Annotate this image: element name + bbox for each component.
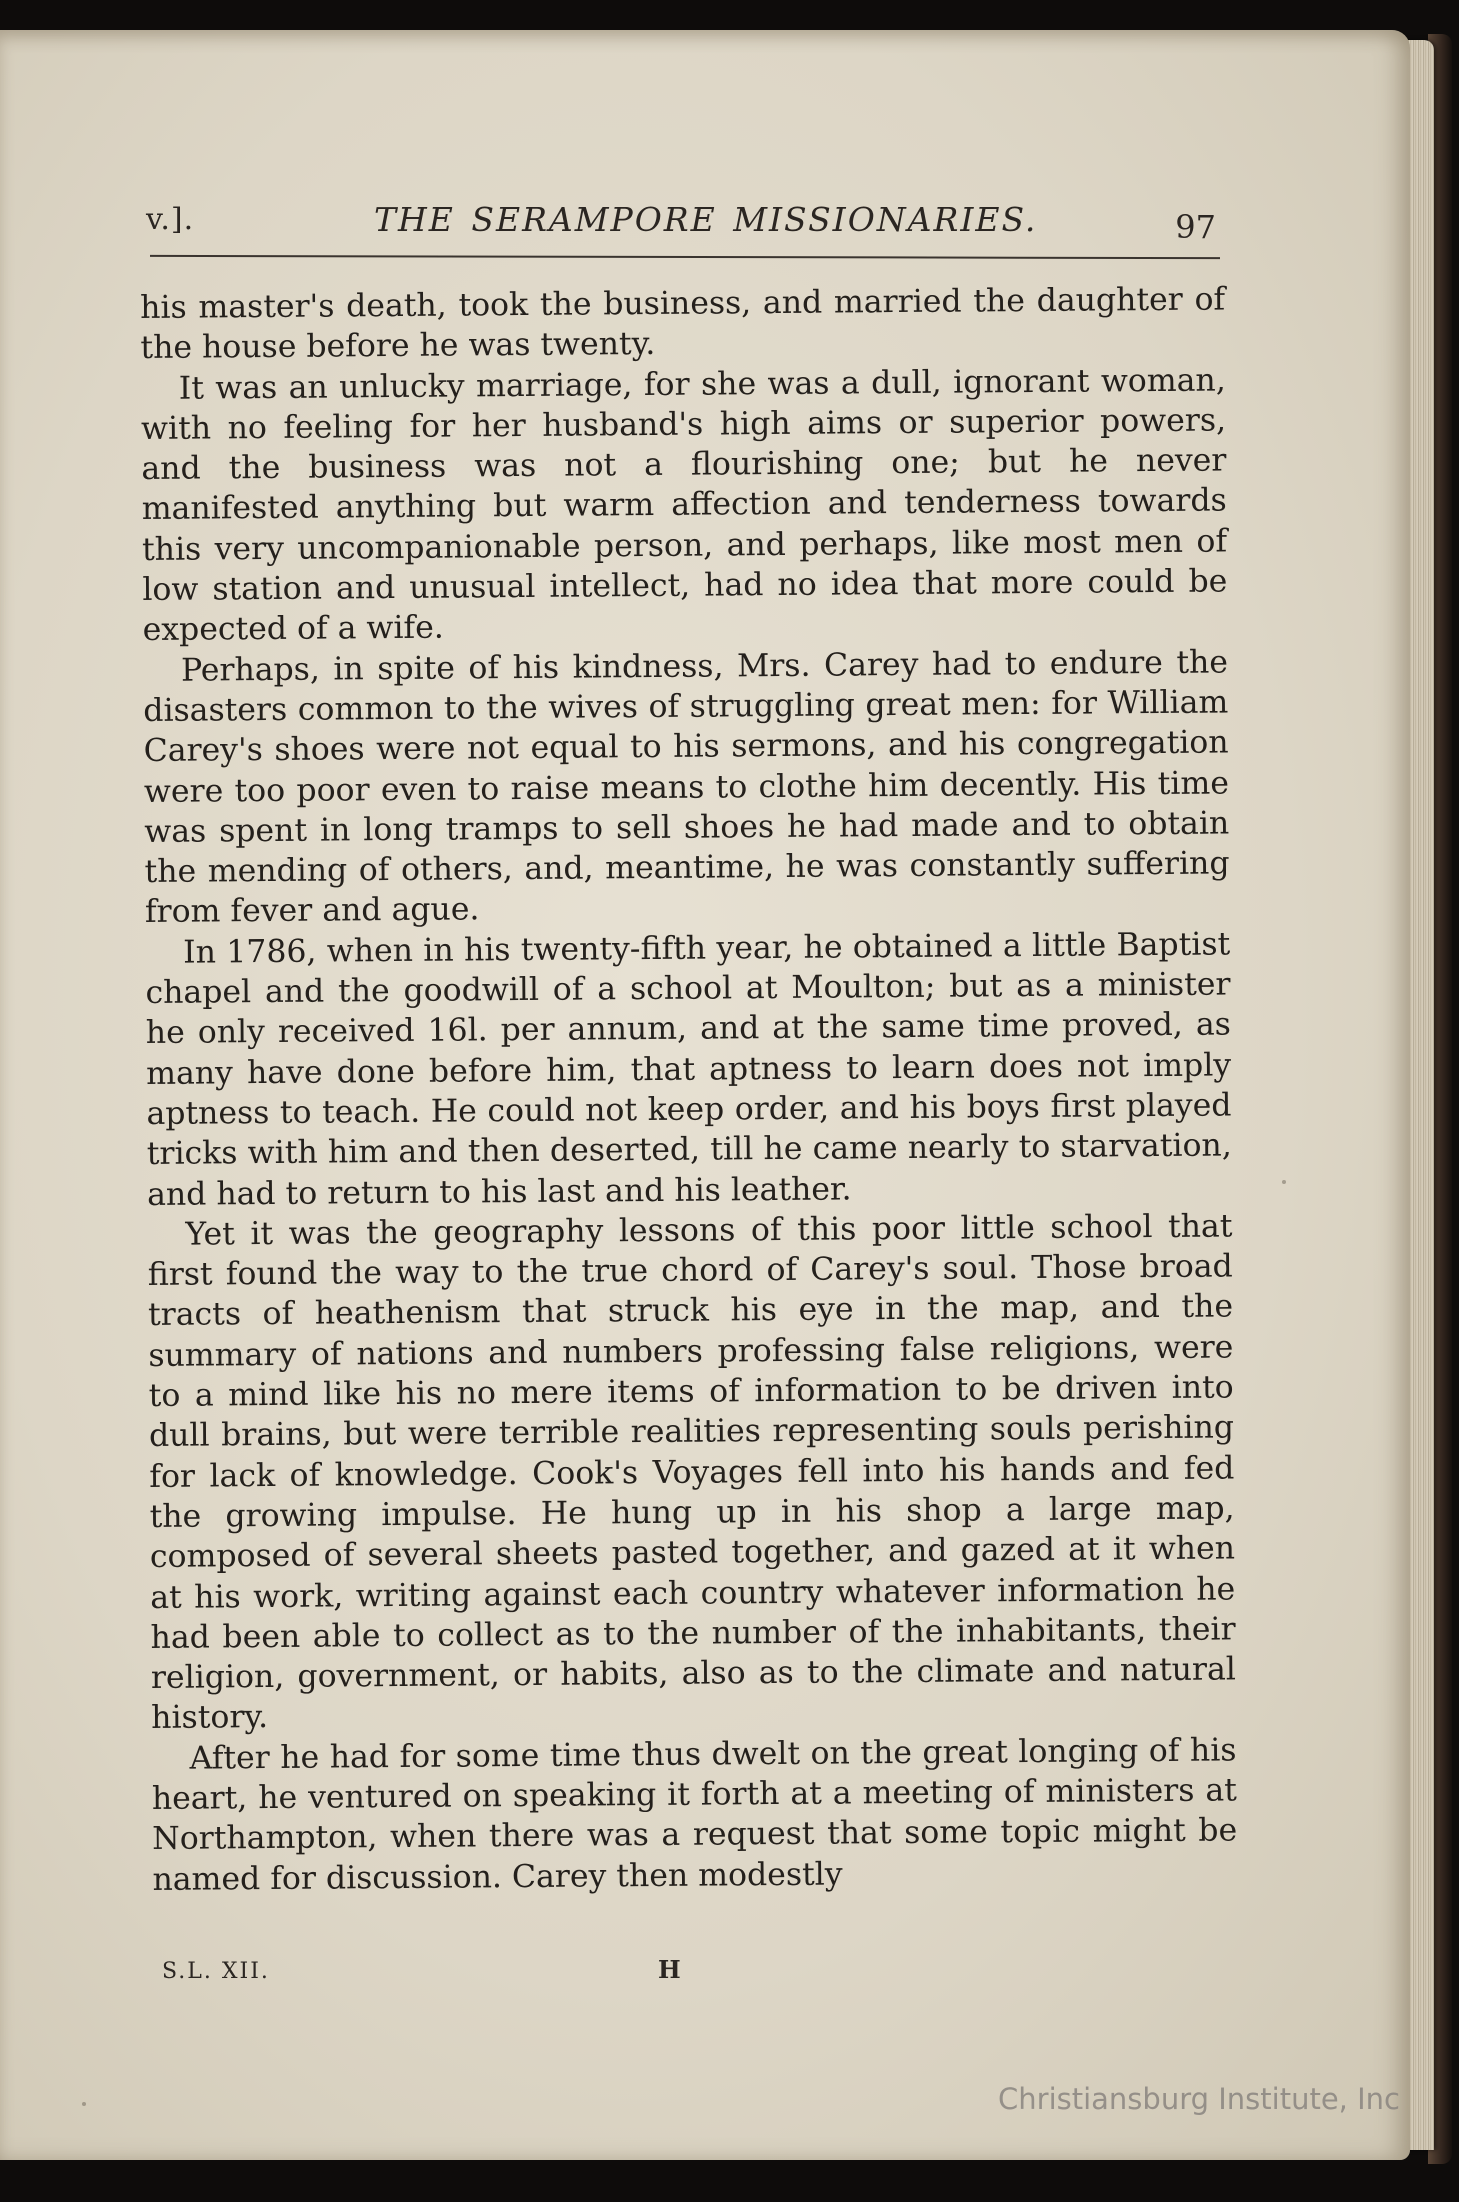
paper-speck bbox=[1282, 1180, 1286, 1184]
paragraph: It was an unlucky marriage, for she was a dull, ignorant woman, with no feeling for her husband's high aims or superior powers, and the business was not a flourishing one; but he never manifested anything but warm affection and tenderness towards this very uncompanionable person, and perhaps, like most men of low station and unusual intellect, had no idea that more could be expected of a wife. bbox=[140, 362, 1228, 649]
sheet-letter: H bbox=[658, 1955, 681, 1984]
page-number: 97 bbox=[1175, 208, 1216, 246]
paragraph: After he had for some time thus dwelt on the great longing of his heart, he ventured on speaking it forth at a meeting of ministers at Northampton, when there was a request that some topic might be named for discussion. Carey then modestly bbox=[151, 1732, 1238, 1898]
signature-mark: S.L. XII. bbox=[162, 1959, 270, 1984]
page-footer bbox=[160, 1955, 720, 1995]
running-title: THE SERAMPORE MISSIONARIES. bbox=[374, 200, 1038, 239]
paragraph: In 1786, when in his twenty-fifth year, he obtained a little Baptist chapel and the goodwill of a school at Moulton; but as a minister he only received 16l. per annum, and at the same time proved, as many have done before him, that aptness to learn does not imply aptness to teach. He could not keep order, and his boys first played tricks with him and then deserted, till he came nearly to starvation, and had to return to his last and his leather. bbox=[145, 926, 1232, 1213]
paragraph: his master's death, took the business, and married the daughter of the house before he was twenty. bbox=[140, 281, 1226, 367]
paragraph: Yet it was the geography lessons of this poor little school that first found the way to the true chord of Carey's soul. Those broad tracts of heathenism that struck his eye in the map, and the summary of nations and numbers professing false religions, were to a mind like his no mere items of information to be driven into dull brains, but were terrible realities representing souls perishing for lack of knowledge. Cook's Voyages fell into his hands and fed the growing impulse. He hung up in his shop a large map, composed of several sheets pasted together, and gazed at it when at his work, writing against each country whatever information he had been able to collect as to the number of the inhabitants, their religion, government, or habits, also as to the climate and natural history. bbox=[147, 1208, 1237, 1737]
watermark: Christiansburg Institute, Inc bbox=[998, 2082, 1400, 2116]
chapter-marker: v.]. bbox=[146, 202, 195, 237]
running-header bbox=[144, 196, 1222, 256]
paragraph: Perhaps, in spite of his kindness, Mrs. Carey had to endure the disasters common to the wives of struggling great men: for William Carey's shoes were not equal to his sermons, and his congregation were too poor even to raise means to clothe him decently. His time was spent in long tramps to sell shoes he had made and to obtain the mending of others, and, meantime, he was constantly suffering from fever and ague. bbox=[143, 644, 1230, 931]
body-text bbox=[140, 279, 1238, 1899]
paper-speck bbox=[82, 2102, 86, 2106]
